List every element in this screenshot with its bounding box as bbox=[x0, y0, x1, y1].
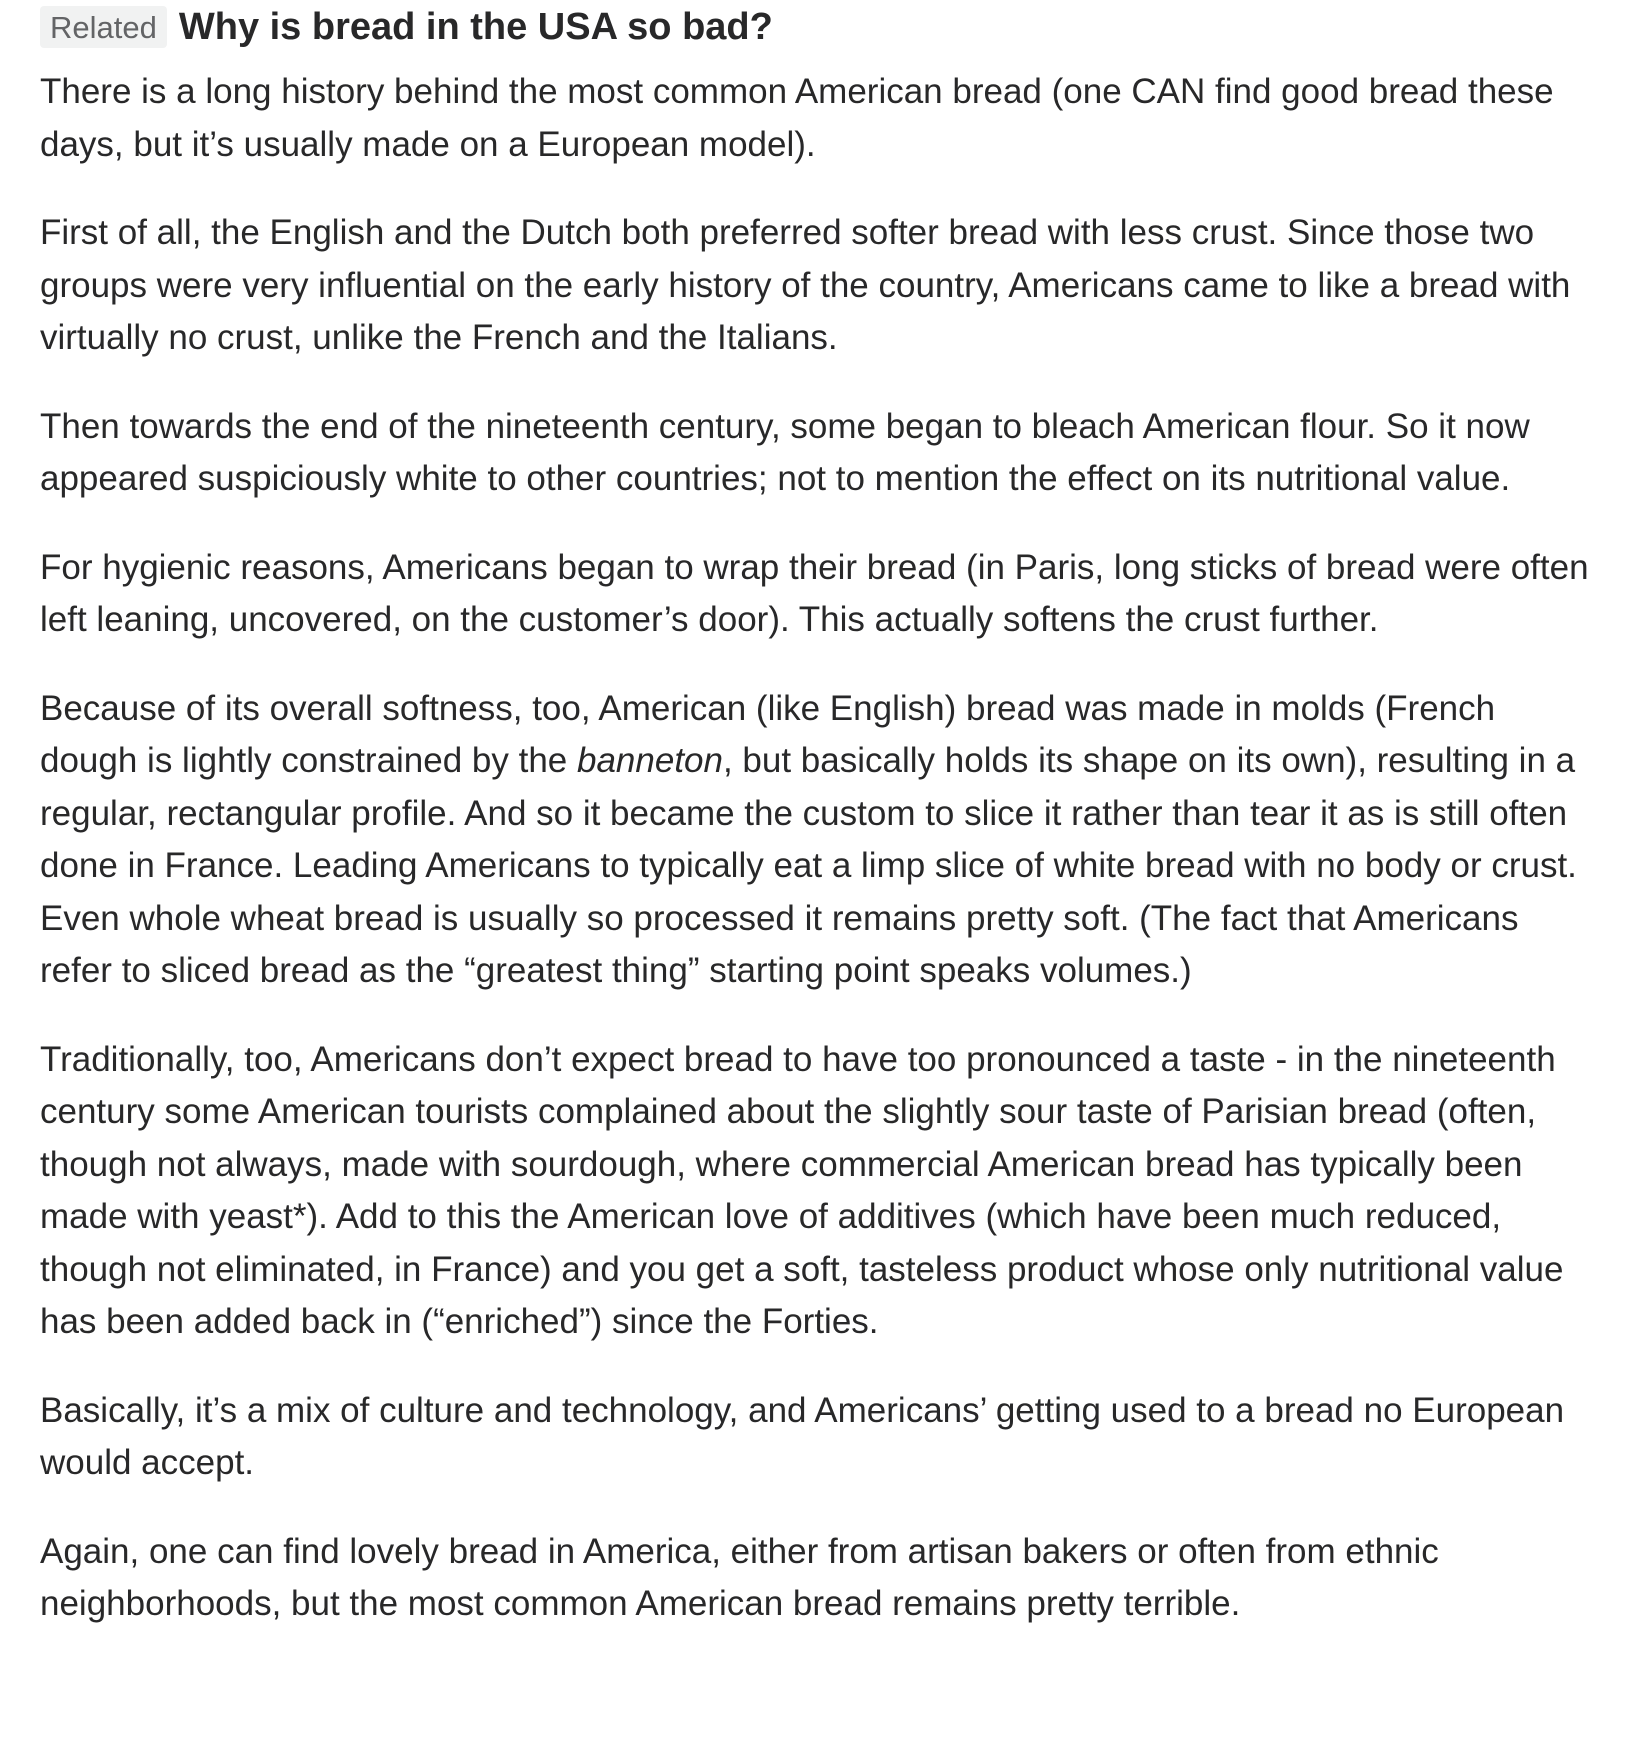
answer-paragraph-1: There is a long history behind the most common American bread (one CAN find good bread these days, but it’s usually made on a European model). bbox=[40, 72, 1554, 164]
related-badge: Related bbox=[40, 6, 167, 48]
answer-paragraph-4: For hygienic reasons, Americans began to wrap their bread (in Paris, long sticks of bread were often left leaning, uncovered, on the customer’s door). This actually softens the crust further. bbox=[40, 547, 1589, 639]
italic-term: banneton bbox=[577, 741, 723, 780]
question-title-link[interactable]: Why is bread in the USA so bad? bbox=[178, 5, 773, 48]
paragraph-text-segment: Because of its overall softness, too, American (like English) bread was made in molds (French dough is lightly constrained by the bbox=[40, 688, 1496, 780]
answer-paragraph-6: Traditionally, too, Americans don’t expect bread to have too pronounced a taste - in the nineteenth century some American tourists complained about the slightly sour taste of Parisian bread (often, though not always, made with sourdough, where commercial American bread has typically been made with yeast*). Add to this the American love of additives (which have been much reduced, though not eliminated, in France) and you get a soft, tasteless product whose only nutritional value has been added back in (“enriched”) since the Forties. bbox=[40, 1039, 1564, 1341]
answer-body bbox=[40, 66, 1600, 1631]
answer-paragraph-7: Basically, it’s a mix of culture and technology, and Americans’ getting used to a bread no European would accept. bbox=[40, 1390, 1565, 1482]
paragraph-text-segment: , but basically holds its shape on its own), resulting in a regular, rectangular profile. And so it became the custom to slice it rather than tear it as is still often done in France. Leading Americans to typically eat a limp slice of white bread with no body or crust. Even whole wheat bread is usually so processed it remains pretty soft. (The fact that Americans refer to sliced bread as the “greatest thing” starting point speaks volumes.) bbox=[40, 741, 1577, 990]
answer-paragraph-5 bbox=[40, 683, 1600, 998]
answer-paragraph-8: Again, one can find lovely bread in America, either from artisan bakers or often from ethnic neighborhoods, but the most common American bread remains pretty terrible. bbox=[40, 1531, 1439, 1623]
answer-paragraph-2: First of all, the English and the Dutch both preferred softer bread with less crust. Since those two groups were very influential on the early history of the country, Americans came to like a bread with virtually no crust, unlike the French and the Italians. bbox=[40, 213, 1571, 357]
answer-header bbox=[40, 0, 1600, 54]
answer-card bbox=[40, 0, 1600, 1667]
answer-paragraph-3: Then towards the end of the nineteenth century, some began to bleach American flour. So it now appeared suspiciously white to other countries; not to mention the effect on its nutritional value. bbox=[40, 406, 1530, 498]
